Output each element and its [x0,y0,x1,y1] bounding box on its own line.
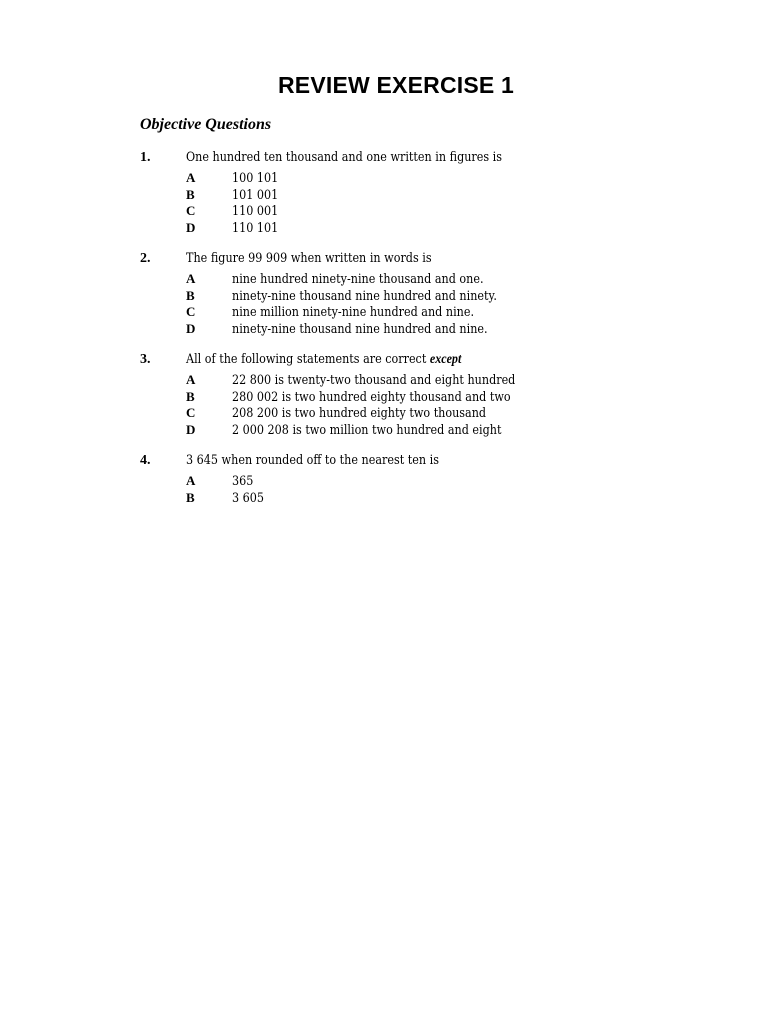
question-text: One hundred ten thousand and one written in figures is [186,150,503,165]
question-text-main: All of the following statements are correct [186,352,427,367]
option-text: 110 001 [232,204,279,219]
option-text: ninety-nine thousand nine hundred and ninety. [232,288,497,304]
option-text: nine hundred ninety-nine thousand and one. [232,272,484,287]
option-d [186,220,600,237]
option-text: ninety-nine thousand nine hundred and nine. [232,321,488,337]
option-letter: D [186,421,196,437]
option-b [186,389,600,406]
question-number: 1. [140,150,151,165]
question-number: 2. [140,251,151,266]
option-c [186,405,600,422]
option-a [186,170,600,187]
option-a [186,372,600,389]
question-text: The figure 99 909 when written in words is [186,251,432,266]
option-text: 208 200 is two hundred eighty two thousand [232,406,487,421]
page-title: REVIEW EXERCISE 1 [277,72,515,98]
option-d [186,422,600,439]
option-a [186,271,600,288]
question-2 [140,251,600,337]
question-4 [140,453,600,506]
option-letter: C [186,304,196,319]
question-3 [140,352,600,438]
option-text: 280 002 is two hundred eighty thousand and two [232,389,511,405]
option-text: 3 605 [232,490,265,506]
option-b [186,187,600,204]
option-letter: B [186,388,195,404]
option-text: 101 001 [232,187,279,203]
option-c [186,304,600,321]
option-b [186,490,600,507]
question-text: 3 645 when rounded off to the nearest ten is [186,453,439,468]
option-letter: B [186,186,195,202]
section-heading: Objective Questions [140,116,272,133]
option-b [186,288,600,305]
option-letter: A [186,473,196,488]
option-text: nine million ninety-nine hundred and nine. [232,305,475,320]
option-text: 22 800 is twenty-two thousand and eight hundred [232,373,516,388]
option-letter: A [186,372,196,387]
question-number: 3. [140,352,151,367]
option-letter: C [186,203,196,218]
question-number: 4. [140,453,151,468]
option-text: 2 000 208 is two million two hundred and eight [232,422,502,438]
option-letter: A [186,271,196,286]
option-letter: B [186,287,195,303]
option-letter: B [186,489,195,505]
option-letter: D [186,219,196,235]
option-letter: D [186,320,196,336]
option-text: 365 [232,474,254,489]
option-text: 100 101 [232,171,279,186]
option-c [186,203,600,220]
option-letter: A [186,170,196,185]
option-a [186,473,600,490]
option-letter: C [186,405,196,420]
option-d [186,321,600,338]
option-text: 110 101 [232,220,279,236]
question-emphasis: except [429,352,462,367]
question-1 [140,150,600,236]
question-text [186,352,461,368]
